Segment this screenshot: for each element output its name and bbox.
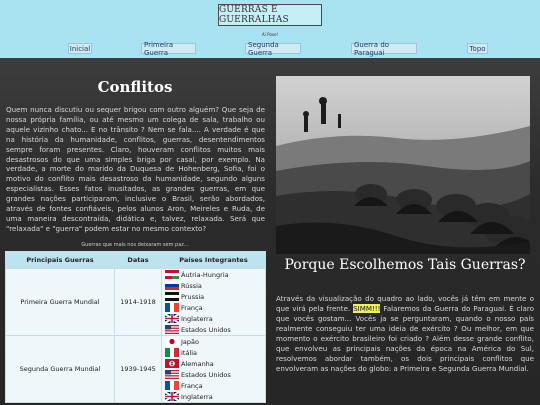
porque-paragraph xyxy=(276,294,534,374)
trench-soldiers-image xyxy=(276,76,530,254)
header-datas: Datas xyxy=(115,252,162,269)
wars-table xyxy=(5,251,266,403)
porque-text-end: Falaremos da Guerra do Paraguai. É claro que vocês gostam... Vocês ja se perguntaram, quando o nosso país realmente conseguiu ter uma ideia de exército ? Ou melhor, em que momento o exército brasileiro foi criado ? Além desse grande conflito, que envolveu as principais nações da época na América do Sul, resolvemos abordar também, os dois principais conflitos que envolveram as nações do globo: a Primeira e Segunda Guerra Mundial. xyxy=(276,304,534,373)
nav-link-inicial[interactable]: Inicial xyxy=(69,44,91,53)
porque-heading: Porque Escolhemos Tais Guerras? xyxy=(284,257,526,273)
header-paises-integrantes: Países Integrantes xyxy=(162,252,266,269)
country-label: França xyxy=(181,303,203,312)
porque-text-start: Através da visualização do quadro ao lado, vocês já têm em mente o que virá pela frente. xyxy=(276,294,534,313)
country-item xyxy=(165,369,265,380)
country-label: Inglaterra xyxy=(181,314,213,323)
country-item xyxy=(165,313,265,324)
flag-austria-hungary-icon xyxy=(165,270,179,279)
flag-usa-icon xyxy=(165,370,179,379)
war-name: Segunda Guerra Mundial xyxy=(6,336,115,403)
country-label: Inglaterra xyxy=(181,392,213,401)
war-name: Primeira Guerra Mundial xyxy=(6,269,115,336)
country-label: Rússia xyxy=(181,281,202,290)
war-countries xyxy=(162,269,266,336)
war-dates: 1914-1918 xyxy=(115,269,162,336)
nav-link-topo[interactable]: Topo xyxy=(467,43,488,54)
country-item xyxy=(165,324,265,335)
country-item xyxy=(165,336,265,347)
country-label: Prussia xyxy=(181,292,205,301)
wars-table-header-row xyxy=(6,252,266,269)
flag-japan-icon xyxy=(165,337,179,346)
war-dates: 1939-1945 xyxy=(115,336,162,403)
country-item xyxy=(165,380,265,391)
wars-table-caption: Guerras que mais nos deixaram sem paz... xyxy=(81,242,189,248)
country-item xyxy=(165,391,265,402)
war-trench-photo xyxy=(276,76,530,254)
war-countries xyxy=(162,336,266,403)
nav-link-guerra-do-paraguai[interactable]: Guerra do Paraguai xyxy=(351,43,417,54)
country-label: Alemanha xyxy=(181,359,214,368)
country-item xyxy=(165,347,265,358)
highlighted-text: SIMM!!! xyxy=(353,304,381,313)
country-item xyxy=(165,269,265,280)
country-label: Itália xyxy=(181,348,198,357)
flag-italy-icon xyxy=(165,348,179,357)
site-logo[interactable]: GUERRAS E GUERRALHAS xyxy=(218,4,322,26)
flag-prussia-icon xyxy=(165,292,179,301)
country-label: Japão xyxy=(181,337,199,346)
site-header xyxy=(0,0,540,58)
flag-uk-icon xyxy=(165,392,179,401)
flag-france-icon xyxy=(165,303,179,312)
nav-link-primeira-guerra[interactable]: Primeira Guerra xyxy=(141,43,196,54)
conflitos-paragraph: Quem nunca discutiu ou sequer brigou com outro alguém? Que seja de nossa própria família, ou até mesmo um colega de sala, trabalho ou aquele vizinho chato... E no trânsito ? Nem se fala.... A verdade é que na história da humanidade, conflitos, guerras, desentendimentos sempre foram presentes. Claro, houveram conflitos muitos mais desastrosos do que uma simples briga por casal, por exemplo. Na verdade, a morte do marido da Duquesa de Hohenberg, Sofia, foi o motivo do conflito mais desastroso da humanidade, segundo alguns especialistas. Esses fatos inusitados, as grandes guerras, em que grandes nações participaram, inclusive o Brasil, serão abordados, através de fontes confiáveis, pelos alunos Aron, Meireles e Ruda, de uma maneira descontraída, didática e, talvez, relaxada. Será que "relaxada" e "guerra" podem estar no mesmo contexto? xyxy=(6,105,265,233)
country-item xyxy=(165,302,265,313)
nav-link-segunda-guerra[interactable]: Segunda Guerra xyxy=(245,43,301,54)
flag-russia-icon xyxy=(165,281,179,290)
table-row xyxy=(6,336,266,403)
flag-usa-icon xyxy=(165,325,179,334)
country-item xyxy=(165,291,265,302)
country-label: Estados Unidos xyxy=(181,325,231,334)
country-label: Estados Unidos xyxy=(181,370,231,379)
country-label: Áutria-Hungria xyxy=(181,270,229,279)
conflitos-heading: Conflitos xyxy=(97,78,173,96)
flag-germany-icon xyxy=(165,359,179,368)
flag-uk-icon xyxy=(165,314,179,323)
table-row xyxy=(6,269,266,336)
country-label: França xyxy=(181,381,203,390)
flag-france-icon xyxy=(165,381,179,390)
country-item xyxy=(165,358,265,369)
main-content xyxy=(0,58,540,405)
site-tagline: Ai Pose! xyxy=(261,32,279,37)
country-item xyxy=(165,280,265,291)
header-principais-guerras: Principais Guerras xyxy=(6,252,115,269)
main-nav xyxy=(0,42,540,56)
